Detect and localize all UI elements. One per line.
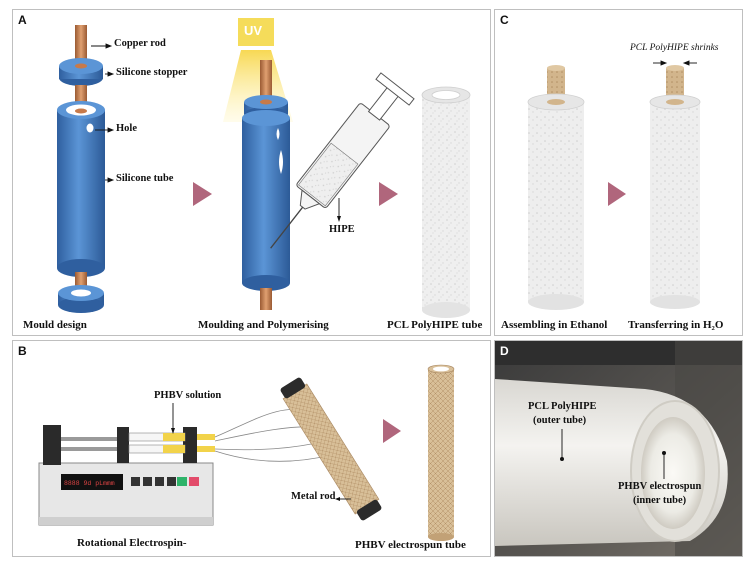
caption-transferring: Transferring in H₂O bbox=[628, 319, 724, 331]
caption-rotational: Rotational Electrospin- bbox=[77, 537, 187, 549]
silicone-tube-body bbox=[57, 110, 105, 268]
process-arrow-c bbox=[608, 182, 626, 206]
pump-button-2[interactable] bbox=[143, 477, 152, 486]
panel-b bbox=[12, 340, 491, 557]
phbv-solution-fill-1 bbox=[163, 433, 185, 441]
caption-assembling: Assembling in Ethanol bbox=[501, 319, 608, 331]
panel-d-photo bbox=[495, 341, 743, 557]
caption-mould-design: Mould design bbox=[23, 319, 87, 331]
panel-d-letter: D bbox=[500, 344, 509, 358]
pump-button-red[interactable] bbox=[189, 477, 199, 486]
pcl-polyhipe-tube bbox=[422, 95, 470, 310]
water-tube bbox=[650, 102, 700, 302]
process-arrow-b bbox=[383, 419, 401, 443]
label-inner-line2: (inner tube) bbox=[633, 495, 687, 506]
label-outer-line2: (outer tube) bbox=[533, 415, 587, 426]
caption-pcl-tube: PCL PolyHIPE tube bbox=[387, 319, 483, 331]
label-metal-rod: Metal rod bbox=[291, 491, 336, 502]
pump-button-1[interactable] bbox=[131, 477, 140, 486]
syringe-pump bbox=[39, 463, 213, 525]
caption-moulding: Moulding and Polymerising bbox=[198, 319, 329, 331]
panel-c bbox=[494, 9, 743, 336]
label-hole: Hole bbox=[116, 123, 137, 134]
panel-c-drawing bbox=[495, 10, 744, 337]
label-hipe: HIPE bbox=[329, 224, 355, 235]
label-silicone-tube: Silicone tube bbox=[116, 173, 174, 184]
pump-button-3[interactable] bbox=[155, 477, 164, 486]
panel-a-letter: A bbox=[18, 13, 27, 27]
label-phbv-solution: PHBV solution bbox=[154, 390, 222, 401]
process-arrow-1 bbox=[193, 182, 212, 206]
photo-inner-tube bbox=[641, 417, 705, 529]
label-silicone-stopper: Silicone stopper bbox=[116, 67, 188, 78]
pump-button-4[interactable] bbox=[167, 477, 176, 486]
phbv-solution-fill-2 bbox=[163, 445, 185, 453]
panel-a-drawing bbox=[13, 10, 492, 337]
pump-button-green[interactable] bbox=[177, 477, 187, 486]
label-shrinks: PCL PolyHIPE shrinks bbox=[630, 43, 719, 53]
label-copper-rod: Copper rod bbox=[114, 38, 166, 49]
panel-b-drawing bbox=[13, 341, 492, 558]
label-inner-line1: PHBV electrospun bbox=[618, 481, 702, 492]
panel-b-letter: B bbox=[18, 344, 27, 358]
pump-display-text: 8888 9d pLmmm bbox=[64, 480, 115, 487]
panel-c-letter: C bbox=[500, 13, 509, 27]
ethanol-tube bbox=[528, 102, 584, 302]
hole-mark bbox=[87, 124, 94, 133]
caption-phbv-tube: PHBV electrospun tube bbox=[355, 539, 466, 551]
label-uv: UV bbox=[244, 23, 263, 38]
panel-a bbox=[12, 9, 491, 336]
process-arrow-2 bbox=[379, 182, 398, 206]
panel-d bbox=[494, 340, 743, 557]
phbv-electrospun-tube bbox=[428, 369, 454, 537]
label-outer-line1: PCL PolyHIPE bbox=[528, 401, 597, 412]
